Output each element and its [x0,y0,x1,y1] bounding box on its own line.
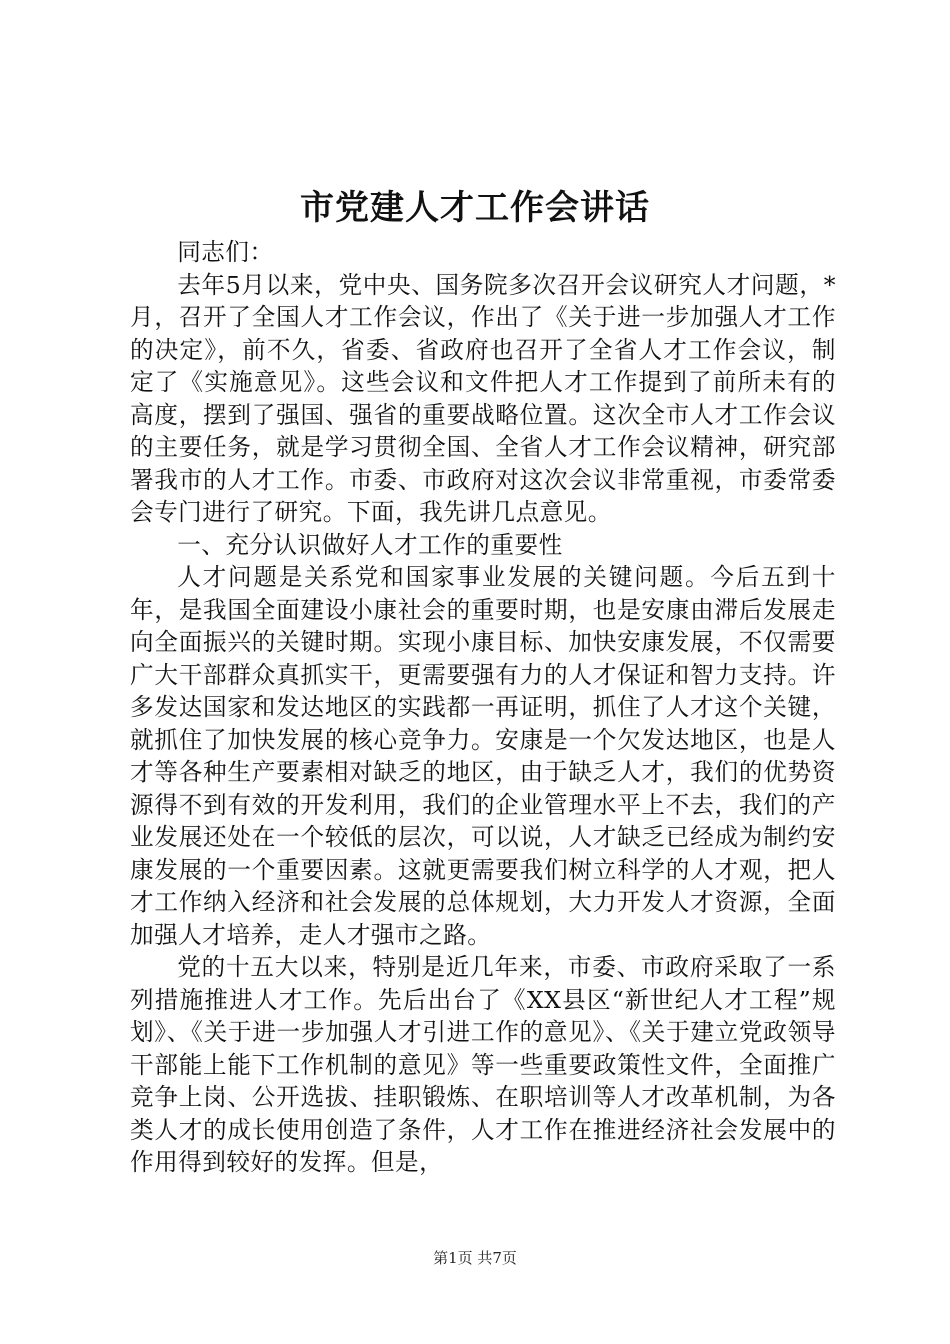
section-heading: 一、充分认识做好人才工作的重要性 [177,530,563,559]
salutation-paragraph: 同志们： [177,238,274,266]
intro-paragraph: 去年5月以来，党中央、国务院多次召开会议研究人才问题，*月，召开了全国人才工作会议，作出了《关于进一步加强人才工作的决定》，前不久，省委、省政府也召开了全省人才工作会议，制定了《实施意见》。这些会议和文件把人才工作提到了前所未有的高度，摆到了强国、强省的重要战略位置。这次全市人才工作会议的主要任务，就是学习贯彻全国、全省人才工作会议精神，研究部署我市的人才工作。市委、市政府对这次会议非常重视，市委常委会专门进行了研究。下面，我先讲几点意见。 [130,270,836,526]
body-paragraph: 党的十五大以来，特别是近几年来，市委、市政府采取了一系列措施推进人才工作。先后出台了《XX县区“新世纪人才工程”规划》、《关于进一步加强人才引进工作的意见》、《关于建立党政领导干部能上能下工作机制的意见》等一些重要政策性文件，全面推广竞争上岗、公开选拔、挂职锻炼、在职培训等人才改革机制，为各类人才的成长使用创造了条件，人才工作在推进经济社会发展中的作用得到较好的发挥。但是， [130,953,836,1176]
body-paragraph: 人才问题是关系党和国家事业发展的关键问题。今后五到十年，是我国全面建设小康社会的重要时期，也是安康由滞后发展走向全面振兴的关键时期。实现小康目标、加快安康发展，不仅需要广大干部群众真抓实干，更需要强有力的人才保证和智力支持。许多发达国家和发达地区的实践都一再证明，抓住了人才这个关键，就抓住了加快发展的核心竞争力。安康是一个欠发达地区，也是人才等各种生产要素相对缺乏的地区，由于缺乏人才，我们的优势资源得不到有效的开发利用，我们的企业管理水平上不去，我们的产业发展还处在一个较低的层次，可以说，人才缺乏已经成为制约安康发展的一个重要因素。这就更需要我们树立科学的人才观，把人才工作纳入经济和社会发展的总体规划，大力开发人才资源，全面加强人才培养，走人才强市之路。 [130,563,836,949]
page-number-footer: 第1页 共7页 [433,1249,517,1267]
document-body [130,236,836,1179]
document-title: 市党建人才工作会讲话 [300,188,650,228]
